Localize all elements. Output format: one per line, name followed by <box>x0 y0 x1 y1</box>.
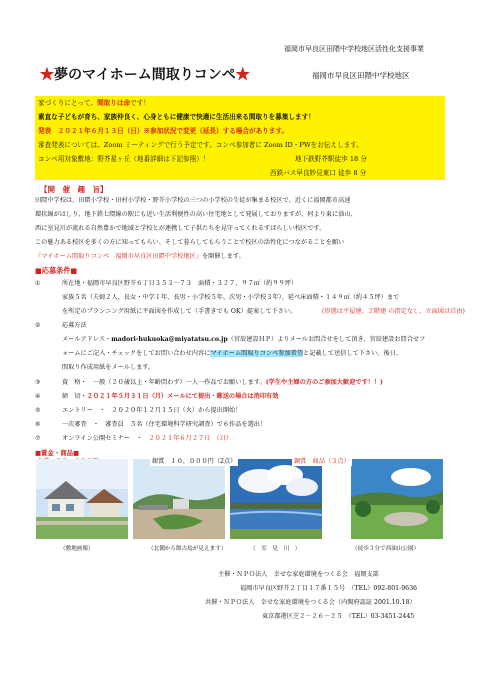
intro-emphasis: 間取りは命 <box>97 99 131 107</box>
photo-caption: （敷地画像） <box>60 546 94 552</box>
eligibility-line: 資 格・ 一般（２０歳以上・年齢問わず）一人一作品でお願いします。(学生や主婦の方のご参加大歓迎です！！) <box>62 379 383 386</box>
entry-keyword: マイホーム間取りコンペ参加希望 <box>210 350 304 357</box>
deadline-line: 締 切・２０２１年５月３１日（月）メールにて提出・郵送の場合は消印有効 <box>62 393 279 400</box>
site-location: コンペ用対象敷地：野芥星ヶ丘（地番詳細は下記参照）！ <box>38 155 210 163</box>
star-icon: ★ <box>40 67 54 83</box>
photo-caption: （ 室 見 川 ） <box>250 546 301 552</box>
announcement-date: 発表 ２０２１年６月１３日（日）※参加状況で変更（延長）する場合があります。 <box>38 127 289 135</box>
item-number: ② <box>35 322 41 329</box>
park-photo <box>351 459 443 539</box>
station-access: 地下鉄野芥駅徒歩 18 分 <box>295 155 367 163</box>
page-title <box>40 64 250 84</box>
family-line: 家族５名（夫婦２人、長女・中学１年、長男・小学校５年、次男・小学校３年）、延べ床面積・１４９㎡（約４５坪）まで <box>62 294 400 301</box>
address-line: 所在地・福岡市早良区野芥６丁目３５３－７３ 面積・３２７，９７㎡（約９９坪） <box>62 280 298 287</box>
silver-prize: 銀賞 １０，０００円（2点） <box>152 458 237 465</box>
purpose-line: 環状線がはしり、地下鉄七隈線の駅にも近い生活利便性の高い住宅地として発展しておりますが、何より東に油山、 <box>35 211 357 218</box>
email-address[interactable]: madori-hukuoka@miyatatsu.co.jp <box>111 336 228 343</box>
intro-line-2: 素直な子どもが育ち、家族仲良く、心身ともに健康で快適に生活出来る間取りを募集します！ <box>38 113 315 121</box>
purpose-line: 西に室見川が流れる自然豊かで地域と学校とが連携して子供たちを見守ってくれるすばらしい校区です。 <box>35 225 326 232</box>
bronze-prize: 銅賞 商品（３点） <box>294 458 350 465</box>
intro-line-1: 家づくりにとって、間取りは命です！ <box>38 99 150 107</box>
photo-caption: （徒歩３分で西油山公園） <box>352 546 420 552</box>
site-photo <box>36 459 128 539</box>
item-number: ⑦ <box>35 435 41 442</box>
item-number: ⑤ <box>35 407 41 414</box>
purpose-line: 『マイホーム間取りコンペ 福岡市早良区田隈中学校地区』を開催します。 <box>35 253 245 260</box>
host-address: 福岡市早良区野芥２丁目１７番１５号 （TEL）092-801-9636 <box>240 585 417 592</box>
star-icon: ★ <box>235 67 250 83</box>
welcome-note: (学生や主婦の方のご参加大歓迎です！！) <box>265 379 383 386</box>
co-organizer: 共催・ＮＰＯ法人 幸せな家庭環境をつくる会（内閣府認証 2001.10.18） <box>205 599 416 606</box>
bus-access: 西鉄バス早良妙見東口 徒歩 8 分 <box>270 169 367 177</box>
photo-caption: （北側から館古島が見えます） <box>148 546 227 552</box>
seminar-line: オンライン公開セミナー ・ ２０２１年６月２７日 （日） <box>62 435 232 442</box>
seminar-date: ２０２１年６月２７日 （日） <box>148 435 232 442</box>
form-note: (形態は平屋建、２階建 の指定なし、立面図は自由) <box>322 308 465 315</box>
conditions-heading: ■応募条件■ <box>35 266 78 275</box>
organizer-host: 主催・ＮＰＯ法人 幸せな家庭環境をつくる会 福岡支部 <box>218 571 379 578</box>
muromi-river-photo <box>230 459 322 539</box>
district-name: 福岡市早良区田隈中学校地区 <box>312 71 410 80</box>
entry-line: エントリー ・ ２０２０年１２月１５日（火）から提出開始！ <box>62 407 242 414</box>
item-number: ③ <box>35 379 41 386</box>
purpose-line: この魅力ある校区を多くの方に知ってもらい、そして暮らしてもらうことで校区の活性化につながることを願い <box>35 239 345 246</box>
contest-name: 『マイホーム間取りコンペ 福岡市早良区田隈中学校地区』 <box>35 253 202 260</box>
judging-note: 審査発表については、Zoom ミーティングで行う予定です。コンペ参加者に Zoom ID・PWをお伝えします。 <box>38 141 363 149</box>
title-text: 夢のマイホーム間取りコンペ <box>54 67 236 83</box>
intro-box <box>35 96 445 180</box>
prizes-heading: ■賞金・商品■ <box>35 449 80 457</box>
purpose-heading: 【開 催 趣 旨】 <box>40 185 108 194</box>
co-organizer-address: 東京都港区芝２－２６－２５ （TEL）03-3451-2445 <box>262 613 415 620</box>
form-line: ォームにご記入・チェックをしてお問い合わせ内容にマイホーム間取りコンペ参加希望と記載して送信して下さい。後日、 <box>62 350 403 357</box>
sheet-line: 間取り作成用紙をメールします。 <box>62 364 155 371</box>
email-line: メールアドレス・madori-hukuoka@miyatatsu.co.jp（宮辰建設ＨＰ）よりメールお問合せをして頂き、宮辰建設お問合せフ <box>62 336 426 343</box>
organizer-line: 福岡市早良区田隈中学校地区活性化支援事業 <box>284 45 424 53</box>
purpose-line: 田隈中学校は、田隈小学校・田村小学校・野芥小学校の三つの小学校の生徒が集まる校区で、近くに福岡都市高速 <box>35 197 351 204</box>
deadline-date: ２０２１年５月３１日（月）メールにて提出・郵送の場合は消印有効 <box>86 393 279 400</box>
plan-line: を所定のプランニング用紙に平面図を作成して（手書きでも OK）提案して下さい。 <box>62 308 297 315</box>
apply-method-label: 応募方法 <box>62 322 87 329</box>
screening-line: 一次審査 ・ 審査員 ５名（住宅環境科学研究調査）で６作品を選出！ <box>62 421 267 428</box>
item-number: ① <box>35 280 41 287</box>
north-view-photo <box>133 459 225 539</box>
item-number: ⑥ <box>35 421 41 428</box>
item-number: ④ <box>35 393 41 400</box>
